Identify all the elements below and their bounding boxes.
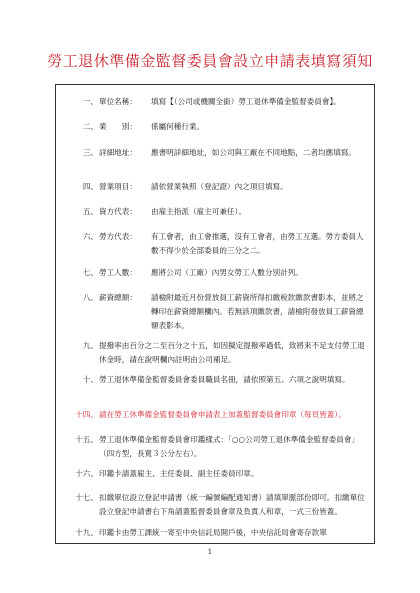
- item-text: 係屬何種行業。: [151, 122, 205, 131]
- item-label: 營業項目：: [99, 182, 137, 191]
- item-number: 十五、: [75, 435, 98, 444]
- item-label: 業 別：: [99, 122, 137, 131]
- item-text: 請在勞工休準備金監督委員會申請表上加蓋監督委員會印章（每頁皆蓋）。: [99, 410, 346, 419]
- document-title: 勞工退休準備金監督委員會設立申請表填寫須知: [47, 52, 373, 70]
- item-text: 扣繳單位設立登記申請書（統一編號編配通知書）請填單脈部份即可。扣繳單位設立登記申請書右下角請蓋監督委員會章及負責人和章，一式三份皆蓋。: [99, 493, 365, 516]
- item-number: 一、: [82, 97, 98, 106]
- item-text: 印鑑卡請蓋雇主、主任委員、副主任委員印章。: [99, 469, 259, 478]
- item-number: 十四、: [75, 410, 98, 419]
- item-text: 應將公司（工廠）內男女勞工人數分別計列。: [151, 268, 303, 277]
- item-label: 單位名稱：: [99, 97, 137, 106]
- item-number: 四、: [82, 182, 98, 191]
- item-text: 勞工退休準備金監督委員會委員職員名冊，請依照第五、六項之說明填寫。: [99, 375, 350, 384]
- item-number: 十七、: [75, 493, 98, 502]
- item-label: 資方代表：: [99, 207, 137, 216]
- item-text: 勞工退休準備金監督委員會印鑑樣式：「○○公司勞工退休準備金監督委員會」（四方型，長寬３公分左右）。: [99, 435, 360, 458]
- item-label: 詳細地址：: [99, 148, 137, 157]
- item-text: 印鑑卡由勞工課統一寄至中央信託局開戶後，中央信託局會寄存款單: [99, 528, 327, 537]
- instructions-box: [55, 84, 375, 544]
- item-text: 填寫【（公司或機關全銜）勞工退休準備金監督委員會】。: [151, 97, 341, 106]
- item-label: 勞工人數：: [99, 268, 137, 277]
- item-number: 十六、: [75, 469, 98, 478]
- item-number: 十、: [82, 375, 98, 384]
- item-number: 八、: [82, 293, 98, 302]
- item-text: 由雇主指派（雇主可兼任）。: [151, 207, 246, 216]
- item-number: 三、: [82, 148, 98, 157]
- item-text: 請依營業執照（登記證）內之項目填寫。: [151, 182, 288, 191]
- item-text: 提撥率由百分之二至百分之十五，如因擬定提撥率過低，致將來不足支付勞工退休金時，請在說明欄內註明由公司補足。: [99, 341, 365, 364]
- item-text: 有工會者，由工會推選，沒有工會者，由勞工互選。勞方委員人數不得少於全部委員的三分之二。: [151, 232, 364, 255]
- page-number: 1: [207, 548, 213, 556]
- item-label: 薪資總額：: [99, 293, 137, 302]
- item-number: 十九、: [75, 528, 98, 537]
- item-number: 二、: [82, 122, 98, 131]
- item-number: 九、: [82, 341, 98, 350]
- item-number: 七、: [82, 268, 98, 277]
- item-text: 應書明詳細地址，如公司與工廠在不同地點，二者均應填寫。: [151, 148, 357, 157]
- item-label: 勞方代表：: [99, 232, 137, 241]
- item-text: 請檢附最近月份營放員工薪資所得扣繳稅款繳款書影本，並將之轉印在薪資總額欄內。若無該項繳款書，請檢附發放員工薪資總額表影本。: [151, 293, 364, 330]
- item-number: 五、: [82, 207, 98, 216]
- item-number: 六、: [82, 232, 98, 241]
